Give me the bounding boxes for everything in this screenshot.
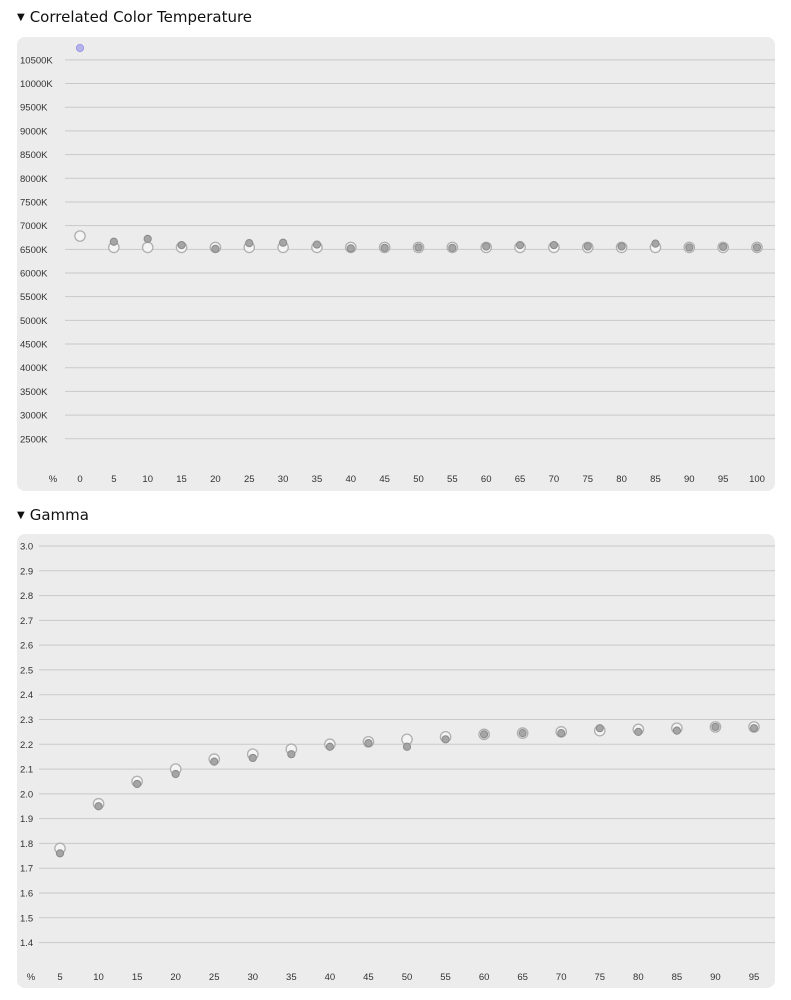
y-tick-label: 2.5 xyxy=(20,665,34,677)
collapse-caret-icon: ▼ xyxy=(17,509,25,521)
measured-point xyxy=(481,731,488,738)
y-tick-label: 2.7 xyxy=(20,615,34,627)
measured-point xyxy=(249,754,256,761)
y-tick-label: 8000K xyxy=(20,173,48,185)
y-tick-label: 1.7 xyxy=(20,863,34,875)
measured-point-outlier xyxy=(76,44,83,51)
y-tick-label: 8500K xyxy=(20,150,48,162)
measured-point xyxy=(673,727,680,734)
x-tick-label: 35 xyxy=(311,474,323,485)
x-tick-label: 50 xyxy=(401,972,413,983)
gamma-section-title: Gamma xyxy=(29,506,89,524)
x-tick-label: 45 xyxy=(363,972,374,983)
x-tick-label: 25 xyxy=(243,474,255,485)
x-tick-label: 95 xyxy=(748,972,760,983)
measured-point xyxy=(516,241,523,248)
x-tick-label: 15 xyxy=(131,972,143,983)
measured-point xyxy=(753,244,760,251)
y-tick-label: 9000K xyxy=(20,126,48,138)
x-tick-label: 10 xyxy=(93,972,104,983)
y-tick-label: 10000K xyxy=(20,79,53,91)
y-tick-label: 3000K xyxy=(20,410,48,422)
y-tick-label: 2.9 xyxy=(20,566,34,578)
x-tick-label: 20 xyxy=(210,474,221,485)
y-tick-label: 5000K xyxy=(20,315,48,327)
y-tick-label: 4000K xyxy=(20,363,48,375)
y-tick-label: 2.1 xyxy=(20,764,34,776)
measured-point xyxy=(212,245,219,252)
measured-point xyxy=(110,238,117,245)
measured-point xyxy=(172,770,179,777)
y-tick-label: 6000K xyxy=(20,268,48,280)
y-tick-label: 2.8 xyxy=(20,591,34,603)
y-tick-label: 4500K xyxy=(20,339,48,351)
measured-point xyxy=(95,803,102,810)
y-tick-label: 1.6 xyxy=(20,888,34,900)
measured-point xyxy=(288,751,295,758)
x-tick-label: 30 xyxy=(277,474,289,485)
measured-point xyxy=(246,240,253,247)
y-tick-label: 2.6 xyxy=(20,640,34,652)
x-tick-label: 45 xyxy=(379,474,390,485)
x-tick-label: 95 xyxy=(717,474,729,485)
measured-point xyxy=(686,244,693,251)
x-tick-label: 70 xyxy=(548,474,560,485)
y-tick-label: 5500K xyxy=(20,292,48,304)
x-tick-label: 100 xyxy=(749,474,765,485)
y-tick-label: 10500K xyxy=(20,55,53,67)
y-tick-label: 7500K xyxy=(20,197,48,209)
x-axis-unit-label: % xyxy=(48,474,58,485)
gamma-chart xyxy=(17,534,775,988)
y-tick-label: 1.9 xyxy=(20,814,34,826)
measured-point xyxy=(720,243,727,250)
x-tick-label: 10 xyxy=(142,474,153,485)
x-tick-label: 90 xyxy=(710,972,721,983)
measured-point xyxy=(712,723,719,730)
x-tick-label: 0 xyxy=(77,474,83,485)
measured-point xyxy=(313,241,320,248)
x-tick-label: 65 xyxy=(517,972,528,983)
x-tick-label: 85 xyxy=(650,474,661,485)
y-tick-label: 2.4 xyxy=(20,690,34,702)
y-tick-label: 9500K xyxy=(20,102,48,114)
measured-point xyxy=(618,243,625,250)
x-tick-label: 40 xyxy=(345,474,357,485)
x-tick-label: 80 xyxy=(633,972,644,983)
x-tick-label: 85 xyxy=(671,972,683,983)
measured-point xyxy=(550,241,557,248)
cct-section-title: Correlated Color Temperature xyxy=(29,8,253,26)
y-tick-label: 1.4 xyxy=(20,938,34,950)
measured-point xyxy=(56,850,63,857)
reference-point xyxy=(143,242,153,252)
x-tick-label: 60 xyxy=(478,972,490,983)
x-tick-label: 65 xyxy=(514,474,526,485)
y-tick-label: 1.5 xyxy=(20,913,34,925)
measured-point xyxy=(365,739,372,746)
measured-point xyxy=(403,743,410,750)
x-axis-unit-label: % xyxy=(26,972,36,983)
y-tick-label: 1.8 xyxy=(20,838,34,850)
measured-point xyxy=(483,243,490,250)
cct-chart-panel xyxy=(17,37,775,491)
x-tick-label: 30 xyxy=(247,972,259,983)
x-tick-label: 70 xyxy=(555,972,567,983)
x-tick-label: 75 xyxy=(582,474,594,485)
gamma-chart-panel xyxy=(17,534,775,988)
x-tick-label: 80 xyxy=(616,474,627,485)
x-tick-label: 55 xyxy=(440,972,451,983)
x-tick-label: 35 xyxy=(286,972,297,983)
x-tick-label: 20 xyxy=(170,972,181,983)
measured-point xyxy=(750,725,757,732)
measured-point xyxy=(652,240,659,247)
x-tick-label: 75 xyxy=(594,972,606,983)
y-tick-label: 7000K xyxy=(20,221,48,233)
collapse-caret-icon: ▼ xyxy=(17,11,25,23)
measured-point xyxy=(442,736,449,743)
gamma-section-toggle[interactable] xyxy=(17,506,89,524)
measured-point xyxy=(144,235,151,242)
measured-point xyxy=(280,239,287,246)
cct-chart xyxy=(17,37,775,491)
x-tick-label: 90 xyxy=(684,474,695,485)
measured-point xyxy=(519,730,526,737)
measured-point xyxy=(415,244,422,251)
x-tick-label: 40 xyxy=(324,972,336,983)
y-tick-label: 2.0 xyxy=(20,789,34,801)
x-tick-label: 5 xyxy=(111,474,117,485)
measured-point xyxy=(584,243,591,250)
x-tick-label: 55 xyxy=(447,474,458,485)
cct-section-toggle[interactable] xyxy=(17,8,252,26)
measured-point xyxy=(381,244,388,251)
y-tick-label: 2.3 xyxy=(20,714,34,726)
measured-point xyxy=(347,245,354,252)
x-tick-label: 15 xyxy=(176,474,187,485)
y-tick-label: 2500K xyxy=(20,434,48,446)
y-tick-label: 6500K xyxy=(20,244,48,256)
measured-point xyxy=(449,244,456,251)
x-tick-label: 5 xyxy=(57,972,63,983)
y-tick-label: 3.0 xyxy=(20,541,34,553)
measured-point xyxy=(635,728,642,735)
y-tick-label: 2.2 xyxy=(20,739,34,751)
y-tick-label: 3500K xyxy=(20,386,48,398)
measured-point xyxy=(178,241,185,248)
measured-point xyxy=(326,743,333,750)
measured-point xyxy=(134,780,141,787)
measured-point xyxy=(596,725,603,732)
x-tick-label: 25 xyxy=(208,972,220,983)
measured-point xyxy=(211,758,218,765)
x-tick-label: 60 xyxy=(480,474,492,485)
reference-point xyxy=(75,231,85,241)
measured-point xyxy=(558,730,565,737)
x-tick-label: 50 xyxy=(413,474,424,485)
